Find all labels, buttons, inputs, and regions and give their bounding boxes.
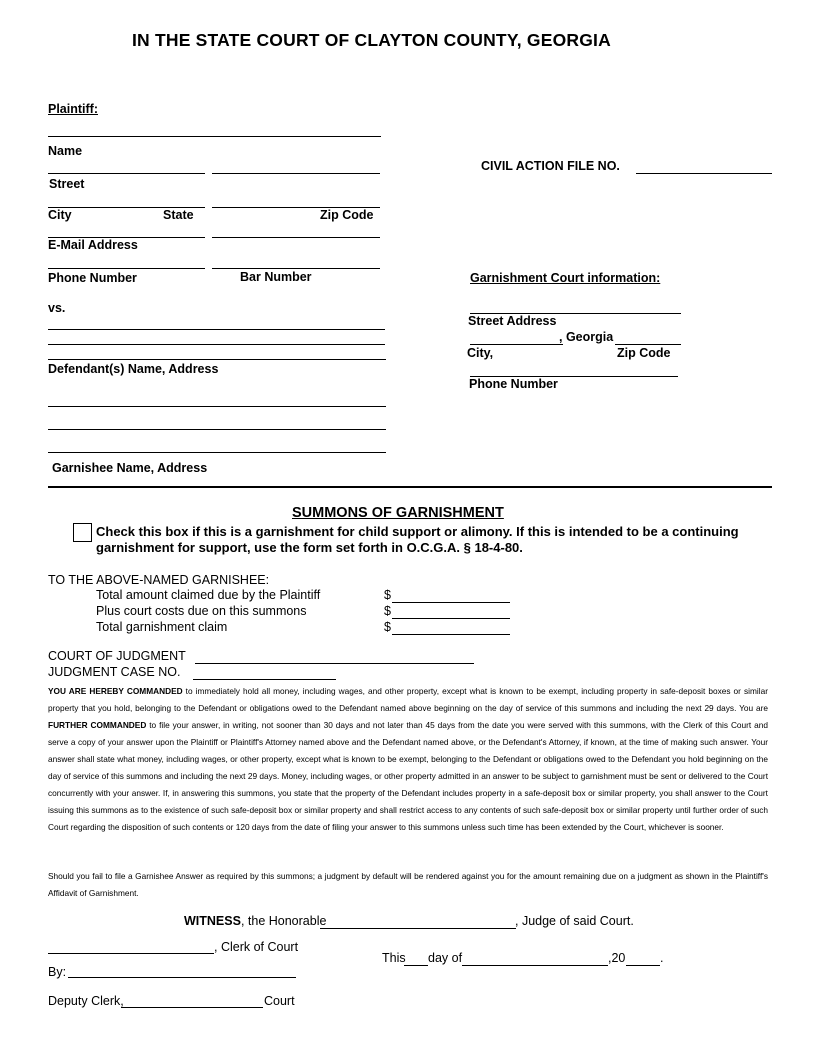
defendant-line-2[interactable] xyxy=(48,344,385,345)
plaintiff-street-line-a[interactable] xyxy=(48,173,205,174)
day-of-text: day of xyxy=(428,951,463,965)
month-line[interactable] xyxy=(462,965,608,966)
plaintiff-state-label: State xyxy=(163,208,194,222)
by-label: By: xyxy=(48,965,67,979)
plaintiff-phone-label: Phone Number xyxy=(48,271,137,285)
gc-city-line[interactable] xyxy=(470,344,563,345)
hereby-commanded: YOU ARE HEREBY COMMANDED xyxy=(48,686,183,696)
summons-title: SUMMONS OF GARNISHMENT xyxy=(292,505,504,521)
witness-bold: WITNESS xyxy=(184,914,241,928)
judgment-case-label: JUDGMENT CASE NO. xyxy=(48,665,181,679)
day-line[interactable] xyxy=(404,965,428,966)
amount-claimed-line[interactable] xyxy=(392,602,510,603)
court-costs-currency: $ xyxy=(384,604,391,618)
plaintiff-city-label: City xyxy=(48,208,72,222)
plaintiff-zip-label: Zip Code xyxy=(320,208,374,222)
total-claim-line[interactable] xyxy=(392,634,510,635)
judgment-case-line[interactable] xyxy=(193,679,336,680)
further-commanded: FURTHER COMMANDED xyxy=(48,720,147,730)
garnishee-heading: TO THE ABOVE-NAMED GARNISHEE: xyxy=(48,573,270,587)
garnishee-label: Garnishee Name, Address xyxy=(52,461,208,475)
civil-action-label: CIVIL ACTION FILE NO. xyxy=(481,159,620,173)
garnishment-court-heading: Garnishment Court information: xyxy=(470,271,661,285)
judge-name-line[interactable] xyxy=(320,928,516,929)
witness-text: , the Honorable xyxy=(240,914,327,928)
year-end: . xyxy=(660,951,664,965)
section-divider xyxy=(48,486,772,488)
court-of-judgment-label: COURT OF JUDGMENT xyxy=(48,649,186,663)
this-text: This xyxy=(382,951,406,965)
plaintiff-phone-line-b[interactable] xyxy=(212,268,380,269)
plaintiff-email-label: E-Mail Address xyxy=(48,238,138,252)
deputy-court-label: Court xyxy=(264,994,295,1008)
gc-street-label: Street Address xyxy=(468,314,557,328)
clerk-text: , Clerk of Court xyxy=(214,940,299,954)
default-warning-paragraph: Should you fail to file a Garnishee Answer as required by this summons; a judgment by default will be rendered against you for the amount remaining due on a judgment as shown in the Plaintiff's Affidavit of Garnishment. xyxy=(48,871,768,898)
year-line[interactable] xyxy=(626,965,660,966)
court-title: IN THE STATE COURT OF CLAYTON COUNTY, GEORGIA xyxy=(132,30,611,50)
plaintiff-street-line-b[interactable] xyxy=(212,173,380,174)
court-costs-line[interactable] xyxy=(392,618,510,619)
command-text-1: to immediately hold all money, including wages, and other property, except what is known to be exempt, including property in safe-deposit boxes or similar property that you hold, belonging to the Defendant or obligations owed to the Defendant named above beginning on the day of service of this summons and including the next 29 days. You are xyxy=(48,686,768,713)
gc-phone-label: Phone Number xyxy=(469,377,558,391)
command-paragraph xyxy=(48,683,768,836)
deputy-clerk-line[interactable] xyxy=(121,1007,263,1008)
garnishee-line-1[interactable] xyxy=(48,406,386,407)
defendant-line-3[interactable] xyxy=(48,359,386,360)
plaintiff-phone-line-a[interactable] xyxy=(48,268,205,269)
plaintiff-bar-label: Bar Number xyxy=(240,270,312,284)
checkbox-text-line1: Check this box if this is a garnishment for child support or alimony. If this is intended to be a continuing xyxy=(96,524,739,539)
clerk-line[interactable] xyxy=(48,953,214,954)
plaintiff-heading: Plaintiff: xyxy=(48,102,98,116)
plaintiff-street-label: Street xyxy=(49,177,85,191)
plaintiff-email-line-b[interactable] xyxy=(212,237,380,238)
gc-zip-line[interactable] xyxy=(615,344,681,345)
defendant-label: Defendant(s) Name, Address xyxy=(48,362,219,376)
defendant-line-1[interactable] xyxy=(48,329,385,330)
gc-zip-label: Zip Code xyxy=(617,346,671,360)
court-of-judgment-line[interactable] xyxy=(195,663,474,664)
total-claim-label: Total garnishment claim xyxy=(96,620,228,634)
witness-line xyxy=(184,914,326,928)
by-line[interactable] xyxy=(68,977,296,978)
court-costs-label: Plus court costs due on this summons xyxy=(96,604,307,618)
garnishee-line-2[interactable] xyxy=(48,429,386,430)
amount-claimed-label: Total amount claimed due by the Plaintiff xyxy=(96,588,321,602)
checkbox-text-line2: garnishment for support, use the form set forth in O.C.G.A. § 18-4-80. xyxy=(96,540,523,555)
gc-city-label: City, xyxy=(467,346,494,360)
plaintiff-name-label: Name xyxy=(48,144,83,158)
plaintiff-name-line[interactable] xyxy=(48,136,381,137)
gc-georgia-text: , Georgia xyxy=(559,330,614,344)
civil-action-line[interactable] xyxy=(636,173,772,174)
child-support-checkbox[interactable] xyxy=(73,523,92,542)
vs-label: vs. xyxy=(48,301,66,315)
command-text-2: to file your answer, in writing, not sooner than 30 days and not later than 45 days from the date you were served with this summons, with the Clerk of this Court and serve a copy of your answer upon the Plaintiff or Plaintiff's Attorney named above and the Defendant named above, or the Defendant's Attorney, if known, at the time of making such answer. Your answer shall state what money, including wages, or other property, except what is known to be exempt, belonging to the Defendant or obligations owed to the Defendant you hold beginning on the day of service of this summons and including the next 29 days. Money, including wages, or other property admitted in an answer to be subject to garnishment must be sent or delivered to the Court concurrently with your answer. If, in answering this summons, you state that the property of the Defendant includes property in a safe-deposit box or similar property, you shall answer to the Court issuing this summons as to the existence of such safe-deposit box or similar property and shall restrict access to any contents of such safe-deposit box or similar property until further order of such Court regarding the disposition of such contents or 120 days from the date of filing your answer to this summons unless such time has been extended by the Court, whichever is sooner. xyxy=(48,720,768,832)
year-text: ,20 xyxy=(608,951,626,965)
total-claim-currency: $ xyxy=(384,620,391,634)
garnishee-line-3[interactable] xyxy=(48,452,386,453)
judge-text: , Judge of said Court. xyxy=(515,914,634,928)
deputy-clerk-label: Deputy Clerk, xyxy=(48,994,124,1008)
amount-claimed-currency: $ xyxy=(384,588,391,602)
